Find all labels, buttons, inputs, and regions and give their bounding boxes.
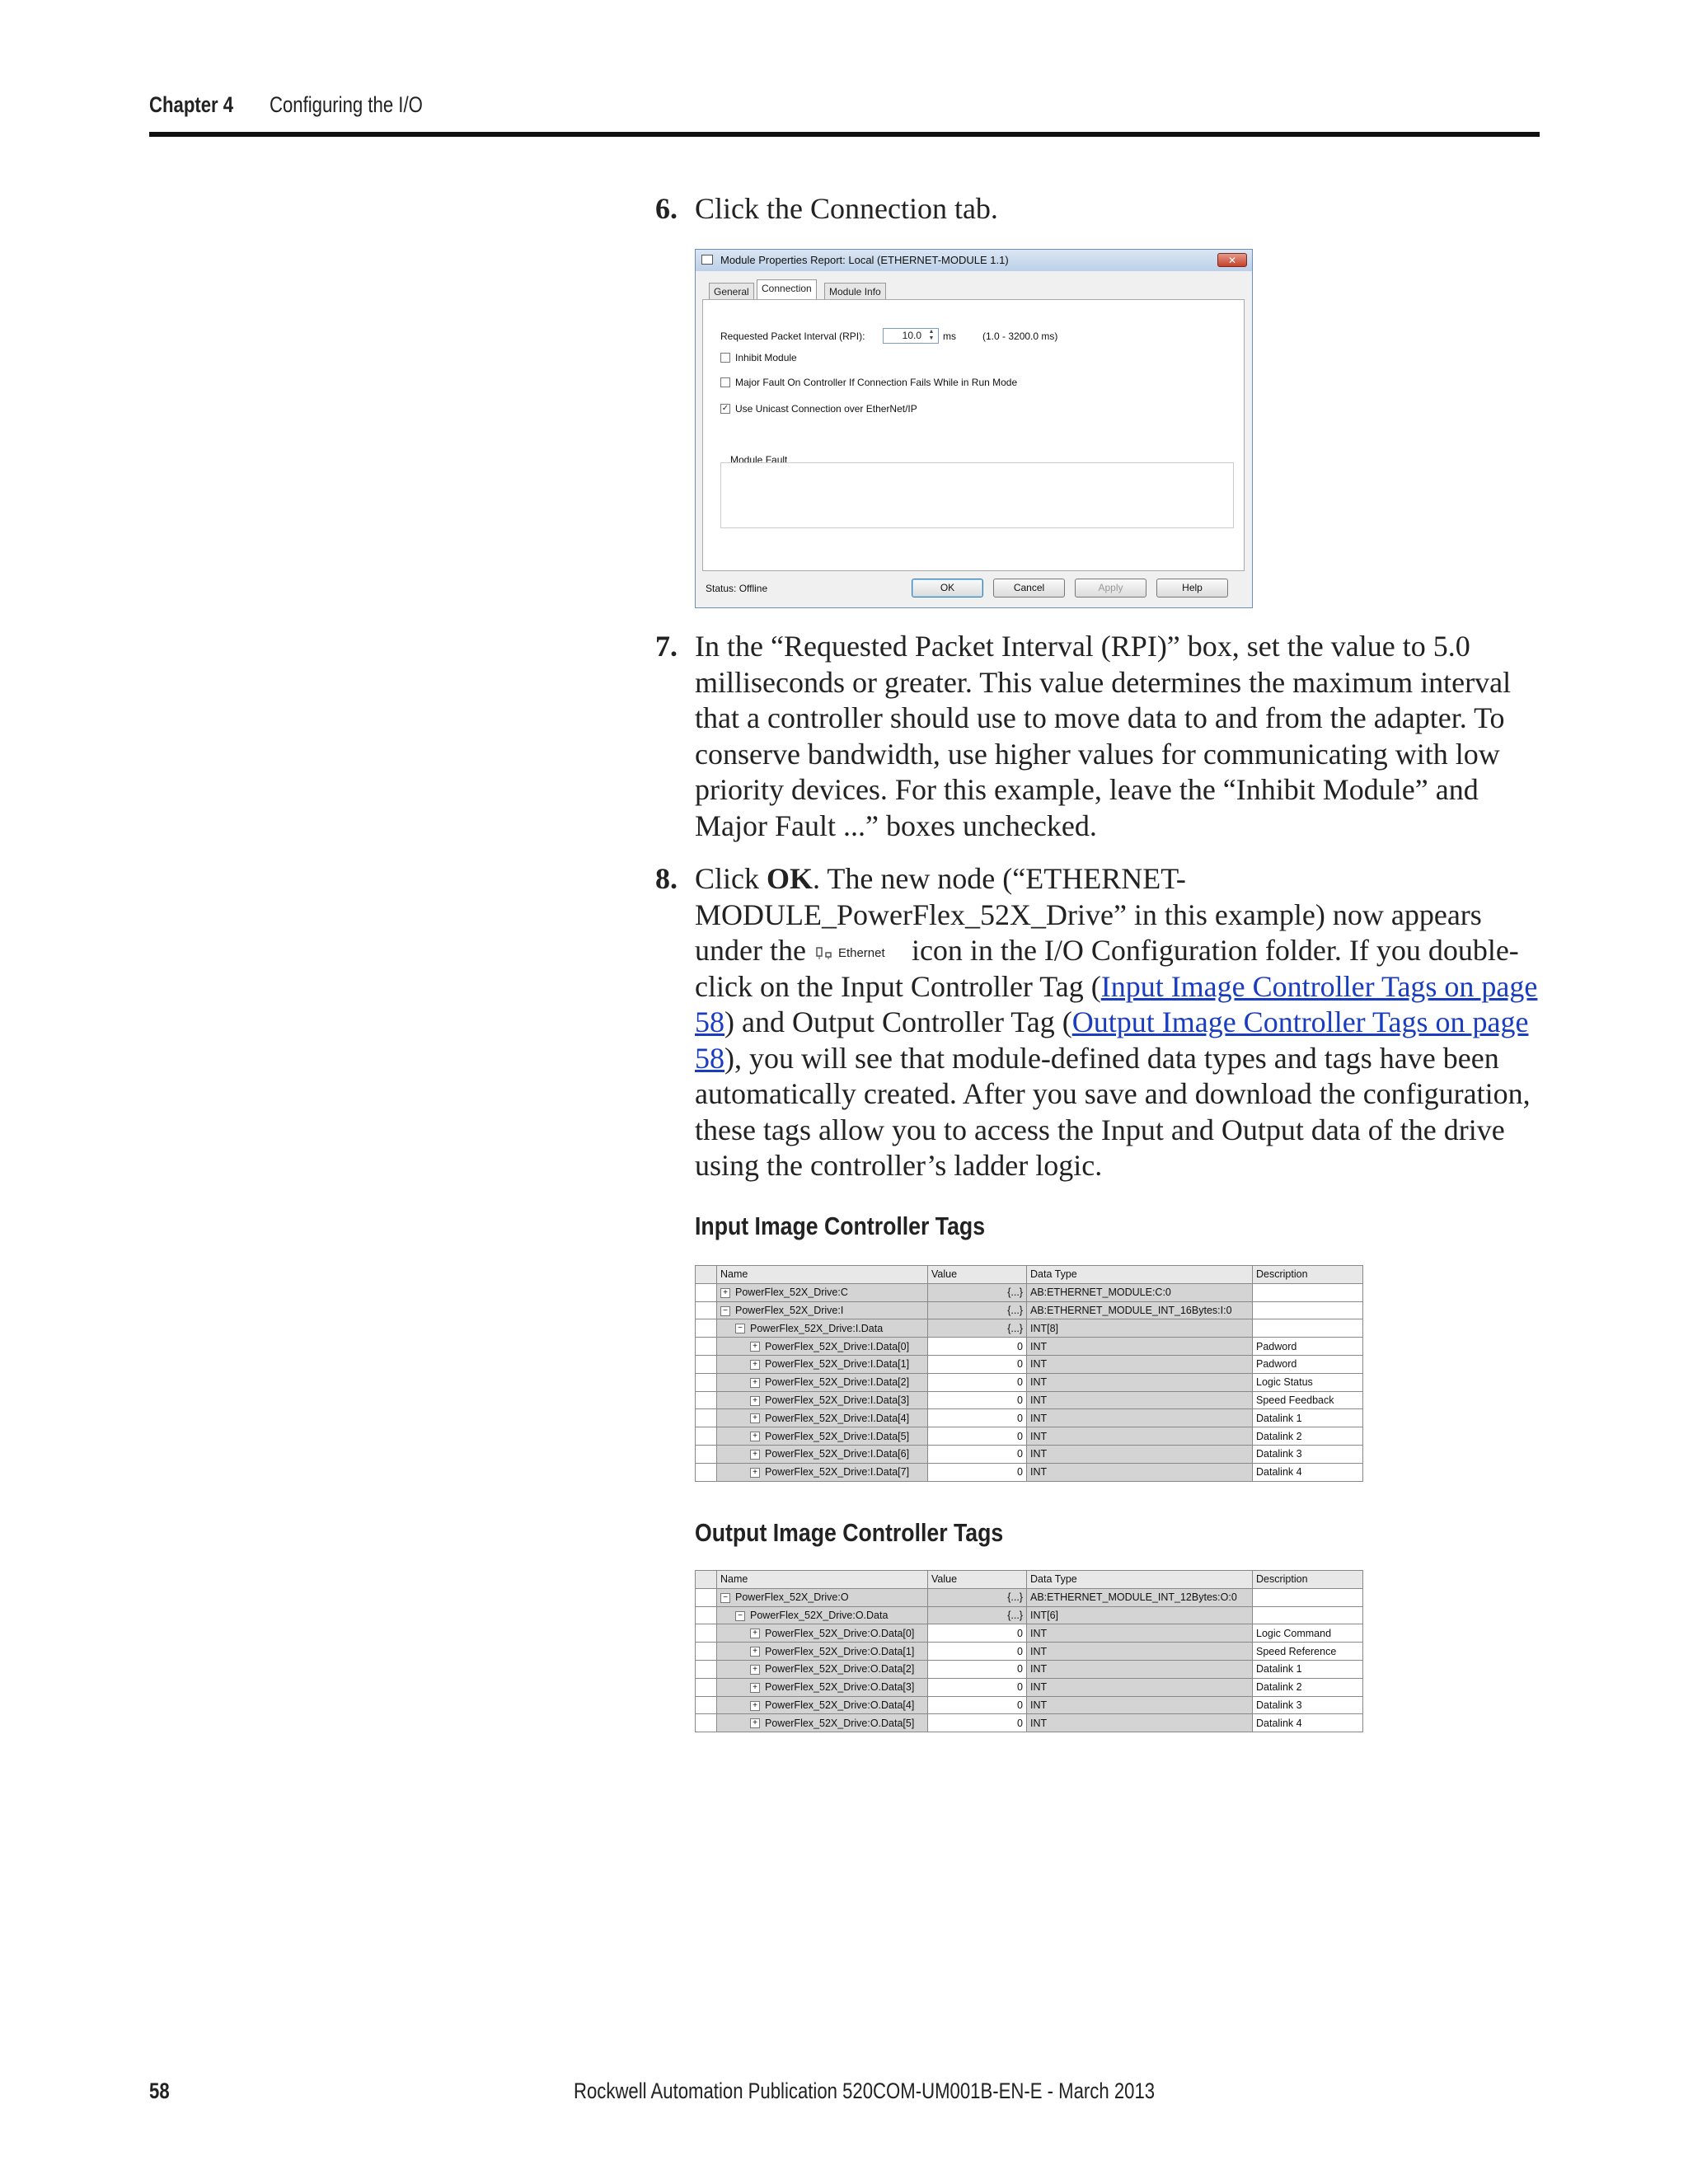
rpi-range: (1.0 - 3200.0 ms) (982, 330, 1058, 342)
inhibit-module-label: Inhibit Module (735, 352, 797, 363)
table-row[interactable] (696, 1588, 1363, 1606)
table-row[interactable] (696, 1606, 1363, 1624)
tag-name[interactable]: + PowerFlex_52X_Drive:I.Data[2] (717, 1373, 928, 1391)
close-button[interactable]: ✕ (1217, 253, 1247, 267)
expand-toggle-icon[interactable]: − (720, 1306, 730, 1316)
help-button[interactable]: Help (1156, 579, 1228, 598)
tag-value[interactable]: {...} (928, 1283, 1027, 1301)
row-selector[interactable] (696, 1624, 717, 1643)
expand-toggle-icon[interactable]: + (750, 1468, 760, 1478)
tag-data-type: INT (1027, 1373, 1253, 1391)
column-description[interactable]: Description (1253, 1266, 1363, 1284)
publication-info: Rockwell Automation Publication 520COM-UM001B-EN-E - March 2013 (574, 2079, 1156, 2103)
tag-data-type: INT[6] (1027, 1606, 1253, 1624)
row-selector[interactable] (696, 1373, 717, 1391)
link-output-image-tags[interactable]: Output Image Controller Tags on page 58 (695, 1005, 1529, 1075)
row-selector[interactable] (696, 1643, 717, 1661)
table-row[interactable] (696, 1624, 1363, 1643)
tag-description[interactable]: Padword (1253, 1338, 1363, 1356)
step-text: Click OK. The new node (“ETHERNET-MODULE_PowerFlex_52X_Drive” in this example) now appears under the Ethernet icon in the I/O Configuration folder. If you double-click on the Input Controller Tag (Input Image Controller Tags on page 58) and Output Controller Tag (Output Image Controller Tags on page 58), you will see that module-defined data types and tags have been automatically created. After you save and download the configuration, these tags allow you to access the Input and Output data of the drive using the controller’s ladder logic. (695, 862, 1538, 1182)
table-row[interactable] (696, 1283, 1363, 1301)
dialog-title: Module Properties Report: Local (ETHERNET-MODULE 1.1) (720, 254, 1009, 266)
table-row[interactable] (696, 1373, 1363, 1391)
inhibit-module-checkbox[interactable] (720, 353, 730, 363)
step-number: 6. (655, 192, 678, 225)
rpi-label: Requested Packet Interval (RPI): (720, 330, 865, 342)
tag-value[interactable]: {...} (928, 1319, 1027, 1338)
tag-data-type: INT (1027, 1445, 1253, 1463)
expand-toggle-icon[interactable]: + (750, 1683, 760, 1693)
header-rule (149, 132, 1540, 137)
table-row[interactable] (696, 1338, 1363, 1356)
expand-toggle-icon[interactable]: + (750, 1360, 760, 1370)
tag-value[interactable]: 0 (928, 1445, 1027, 1463)
tag-data-type: INT (1027, 1624, 1253, 1643)
tag-description[interactable]: Datalink 1 (1253, 1660, 1363, 1678)
tab-general[interactable]: General (709, 283, 754, 299)
table-row[interactable] (696, 1355, 1363, 1373)
tag-value[interactable]: {...} (928, 1301, 1027, 1319)
expand-toggle-icon[interactable]: + (750, 1450, 760, 1460)
tag-description[interactable]: Speed Reference (1253, 1643, 1363, 1661)
output-tags-caption: Output Image Controller Tags (695, 1518, 1004, 1547)
tag-description[interactable] (1253, 1588, 1363, 1606)
tag-value[interactable]: 0 (928, 1338, 1027, 1356)
expand-toggle-icon[interactable]: + (750, 1629, 760, 1638)
tag-name[interactable]: + PowerFlex_52X_Drive:O.Data[1] (717, 1643, 928, 1661)
column-description[interactable]: Description (1253, 1571, 1363, 1589)
chapter-label: Chapter 4 (149, 92, 234, 117)
row-selector[interactable] (696, 1445, 717, 1463)
module-properties-dialog (695, 249, 1253, 608)
tag-data-type: INT (1027, 1355, 1253, 1373)
column-value[interactable]: Value (928, 1571, 1027, 1589)
table-header (696, 1266, 1363, 1284)
table-row[interactable] (696, 1445, 1363, 1463)
row-selector[interactable] (696, 1714, 717, 1732)
ok-keyword: OK (767, 862, 814, 895)
tag-data-type: INT (1027, 1714, 1253, 1732)
tag-description[interactable]: Speed Feedback (1253, 1391, 1363, 1409)
column-data-type[interactable]: Data Type (1027, 1571, 1253, 1589)
row-selector[interactable] (696, 1319, 717, 1338)
tag-name[interactable]: + PowerFlex_52X_Drive:O.Data[5] (717, 1714, 928, 1732)
tag-name[interactable]: + PowerFlex_52X_Drive:I.Data[6] (717, 1445, 928, 1463)
tab-module-info[interactable]: Module Info (824, 283, 886, 299)
tag-data-type: AB:ETHERNET_MODULE_INT_12Bytes:O:0 (1027, 1588, 1253, 1606)
table-row[interactable] (696, 1409, 1363, 1427)
input-tags-table (695, 1265, 1362, 1482)
column-name[interactable]: Name (717, 1266, 928, 1284)
table-row[interactable] (696, 1714, 1363, 1732)
tag-name[interactable]: + PowerFlex_52X_Drive:I.Data[3] (717, 1391, 928, 1409)
major-fault-checkbox[interactable] (720, 377, 730, 387)
tag-value[interactable]: {...} (928, 1606, 1027, 1624)
table-row[interactable] (696, 1643, 1363, 1661)
tag-value[interactable]: 0 (928, 1714, 1027, 1732)
table-row[interactable] (696, 1678, 1363, 1696)
expand-toggle-icon[interactable]: + (750, 1718, 760, 1728)
column-value[interactable]: Value (928, 1266, 1027, 1284)
tag-data-type: INT (1027, 1409, 1253, 1427)
expand-toggle-icon[interactable]: − (720, 1593, 730, 1603)
module-fault-box (720, 462, 1234, 528)
tag-description[interactable]: Datalink 3 (1253, 1445, 1363, 1463)
expand-toggle-icon[interactable]: + (750, 1665, 760, 1675)
tag-name[interactable]: + PowerFlex_52X_Drive:I.Data[0] (717, 1338, 928, 1356)
tag-description[interactable]: Datalink 1 (1253, 1409, 1363, 1427)
row-selector[interactable] (696, 1678, 717, 1696)
tag-value[interactable]: 0 (928, 1427, 1027, 1446)
column-name[interactable]: Name (717, 1571, 928, 1589)
row-selector[interactable] (696, 1427, 717, 1446)
tag-value[interactable]: {...} (928, 1588, 1027, 1606)
row-selector[interactable] (696, 1606, 717, 1624)
tag-description[interactable]: Datalink 2 (1253, 1427, 1363, 1446)
major-fault-label: Major Fault On Controller If Connection Fails While in Run Mode (735, 377, 1018, 388)
cancel-button[interactable]: Cancel (993, 579, 1065, 598)
tab-connection[interactable]: Connection (757, 279, 817, 300)
tag-name[interactable]: + PowerFlex_52X_Drive:O.Data[2] (717, 1660, 928, 1678)
input-tags-caption: Input Image Controller Tags (695, 1212, 986, 1240)
tag-data-type: INT (1027, 1643, 1253, 1661)
row-selector[interactable] (696, 1588, 717, 1606)
tag-value[interactable]: 0 (928, 1696, 1027, 1714)
tag-value[interactable]: 0 (928, 1373, 1027, 1391)
tag-name[interactable]: + PowerFlex_52X_Drive:I.Data[7] (717, 1463, 928, 1481)
expand-toggle-icon[interactable]: + (750, 1396, 760, 1406)
column-data-type[interactable]: Data Type (1027, 1266, 1253, 1284)
tag-description[interactable]: Datalink 4 (1253, 1714, 1363, 1732)
page-number: 58 (149, 2079, 170, 2103)
tag-data-type: AB:ETHERNET_MODULE:C:0 (1027, 1283, 1253, 1301)
tag-value[interactable]: 0 (928, 1678, 1027, 1696)
tag-data-type: INT (1027, 1660, 1253, 1678)
table-row[interactable] (696, 1427, 1363, 1446)
tag-value[interactable]: 0 (928, 1391, 1027, 1409)
expand-toggle-icon[interactable]: + (750, 1701, 760, 1711)
expand-toggle-icon[interactable]: + (750, 1378, 760, 1388)
tag-description[interactable] (1253, 1606, 1363, 1624)
rpi-units: ms (943, 330, 956, 342)
rpi-input[interactable]: 10.0 (883, 328, 939, 344)
tag-name[interactable]: − PowerFlex_52X_Drive:O (717, 1588, 928, 1606)
step-text: In the “Requested Packet Interval (RPI)” box, set the value to 5.0 milliseconds or greater. This value determines the maximum interval that a controller should use to move data to and from the adapter. To conserve bandwidth, use higher values for communicating with low priority devices. For this example, leave the “Inhibit Module” and Major Fault ...” boxes unchecked. (695, 630, 1512, 842)
tag-description[interactable] (1253, 1319, 1363, 1338)
expand-toggle-icon[interactable]: + (720, 1288, 730, 1298)
expand-toggle-icon[interactable]: − (735, 1324, 745, 1333)
tag-description[interactable]: Datalink 4 (1253, 1463, 1363, 1481)
expand-toggle-icon[interactable]: + (750, 1342, 760, 1352)
tag-data-type: INT (1027, 1338, 1253, 1356)
expand-toggle-icon[interactable]: + (750, 1647, 760, 1657)
tag-name[interactable]: − PowerFlex_52X_Drive:I.Data (717, 1319, 928, 1338)
tag-description[interactable]: Datalink 2 (1253, 1678, 1363, 1696)
expand-toggle-icon[interactable]: + (750, 1413, 760, 1423)
step-text: Click the Connection tab. (695, 192, 998, 225)
tag-description[interactable]: Logic Command (1253, 1624, 1363, 1643)
unicast-label: Use Unicast Connection over EtherNet/IP (735, 403, 917, 415)
tag-name[interactable]: + PowerFlex_52X_Drive:I.Data[1] (717, 1355, 928, 1373)
tag-value[interactable]: 0 (928, 1624, 1027, 1643)
row-selector[interactable] (696, 1696, 717, 1714)
row-selector[interactable] (696, 1338, 717, 1356)
tag-name[interactable]: + PowerFlex_52X_Drive:I.Data[5] (717, 1427, 928, 1446)
tag-value[interactable]: 0 (928, 1643, 1027, 1661)
ethernet-icon (814, 943, 904, 964)
tag-value[interactable]: 0 (928, 1660, 1027, 1678)
tag-data-type: INT (1027, 1427, 1253, 1446)
expand-toggle-icon[interactable]: + (750, 1432, 760, 1441)
step-number: 8. (655, 862, 678, 895)
row-selector[interactable] (696, 1463, 717, 1481)
tag-value[interactable]: 0 (928, 1463, 1027, 1481)
table-row[interactable] (696, 1301, 1363, 1319)
tag-name[interactable]: + PowerFlex_52X_Drive:I.Data[4] (717, 1409, 928, 1427)
row-selector[interactable] (696, 1283, 717, 1301)
module-fault-label: Module Fault (730, 454, 788, 466)
ethernet-icon-label: Ethernet (837, 945, 885, 960)
tag-name[interactable]: + PowerFlex_52X_Drive:O.Data[3] (717, 1678, 928, 1696)
link-input-image-tags[interactable]: Input Image Controller Tags on page 58 (695, 969, 1538, 1038)
table-row[interactable] (696, 1319, 1363, 1338)
row-selector[interactable] (696, 1355, 717, 1373)
tag-data-type: INT (1027, 1678, 1253, 1696)
tag-description[interactable] (1253, 1301, 1363, 1319)
tag-data-type: INT[8] (1027, 1319, 1253, 1338)
expand-toggle-icon[interactable]: − (735, 1611, 745, 1621)
tag-value[interactable]: 0 (928, 1355, 1027, 1373)
tag-data-type: INT (1027, 1696, 1253, 1714)
tag-description[interactable]: Padword (1253, 1355, 1363, 1373)
tag-description[interactable]: Datalink 3 (1253, 1696, 1363, 1714)
status-text: Status: Offline (706, 583, 768, 594)
tag-name[interactable]: + PowerFlex_52X_Drive:O.Data[4] (717, 1696, 928, 1714)
dialog-titlebar[interactable] (696, 250, 1252, 271)
tag-name[interactable]: + PowerFlex_52X_Drive:O.Data[0] (717, 1624, 928, 1643)
row-selector[interactable] (696, 1301, 717, 1319)
table-row[interactable] (696, 1696, 1363, 1714)
tag-name[interactable]: − PowerFlex_52X_Drive:I (717, 1301, 928, 1319)
row-selector[interactable] (696, 1391, 717, 1409)
chapter-title: Configuring the I/O (270, 92, 423, 117)
tag-name[interactable]: − PowerFlex_52X_Drive:O.Data (717, 1606, 928, 1624)
tag-data-type: AB:ETHERNET_MODULE_INT_16Bytes:I:0 (1027, 1301, 1253, 1319)
table-row[interactable] (696, 1391, 1363, 1409)
table-row[interactable] (696, 1660, 1363, 1678)
table-row[interactable] (696, 1463, 1363, 1481)
unicast-checkbox[interactable]: ✓ (721, 404, 729, 413)
output-tags-table (695, 1570, 1362, 1732)
ok-button[interactable]: OK (912, 579, 983, 598)
tag-description[interactable]: Logic Status (1253, 1373, 1363, 1391)
row-selector[interactable] (696, 1409, 717, 1427)
table-header (696, 1571, 1363, 1589)
tag-data-type: INT (1027, 1391, 1253, 1409)
tag-data-type: INT (1027, 1463, 1253, 1481)
row-selector[interactable] (696, 1660, 717, 1678)
rpi-spinner[interactable]: ▲ ▼ (928, 329, 935, 341)
tag-value[interactable]: 0 (928, 1409, 1027, 1427)
window-icon (701, 255, 713, 265)
tag-name[interactable]: + PowerFlex_52X_Drive:C (717, 1283, 928, 1301)
tag-description[interactable] (1253, 1283, 1363, 1301)
apply-button[interactable]: Apply (1075, 579, 1146, 598)
step-number: 7. (655, 630, 678, 663)
